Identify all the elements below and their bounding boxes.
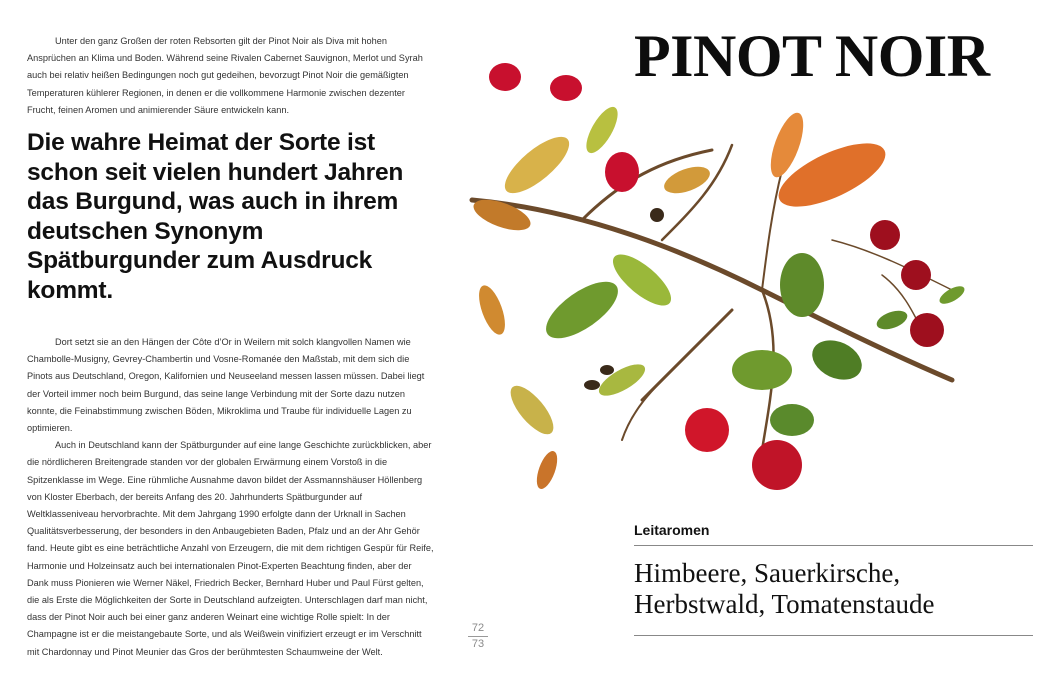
leaf-icon [533, 448, 562, 491]
cherry-icon [901, 260, 931, 290]
leaf-icon [874, 307, 910, 333]
cherry-icon [910, 313, 944, 347]
leaf-icon [474, 282, 511, 338]
seed-pod-icon [600, 365, 614, 375]
leaf-icon [580, 102, 623, 157]
tomato-icon [685, 408, 729, 452]
aroma-rule-bottom [634, 635, 1033, 636]
page-numbers [466, 621, 490, 652]
leaf-icon [937, 283, 967, 307]
body-paragraph-2: Auch in Deutschland kann der Spätburgunder auf eine lange Geschichte zurückblicken, aber die nördlicheren Breitengrade standen vor der globalen Erwärmung einem Vorstoß in die Spitzenklasse im Wege. Eine rühmliche Ausnahme davon bildet der Assmannshäuser Höllenberg von Kloster Eberbach, der bereits Anfang des 20. Jahrhunderts Spätburgunder auf Weltklasseniveau hervorbrachte. Mit dem Jahrgang 1990 erfolgte dann der Urknall in Sachen Qualitätsverbesserung, der besonders in den Anbaugebieten Baden, Pfalz und an der Ahr Gehör fand. Heute gibt es eine beträchtliche Anzahl von Erzeugern, die mit dem richtigen Gespür für Reife, Harmonie und Holzeinsatz auch bei internationalen Pinot-Experten Beachtung finden, aber der Dank muss Pionieren wie Werner Näkel, Friedrich Becker, Bernhard Huber und Paul Fürst gelten, die als Erste die Möglichkeiten der Sorte in Deutschland aufzeigten. Unterschlagen darf man nicht, dass der Pinot Noir auch bei einer ganz anderen Weinart eine wichtige Rolle spielt: In der Champagne ist er die meistangebaute Sorte, und als Weißwein vinifiziert erzeugt er im Verschnitt mit Chardonnay und Pinot Meunier das Gros der berühmtesten Schaumweine der Welt. [27, 440, 434, 657]
leaf-icon [497, 128, 578, 202]
aroma-heading: Leitaromen [634, 522, 710, 538]
cherry-icon [870, 220, 900, 250]
raspberry-icon [605, 152, 639, 192]
leaf-icon [806, 333, 868, 388]
leaf-icon [732, 350, 792, 390]
leaf-icon [594, 358, 649, 401]
body-paragraph-1: Dort setzt sie an den Hängen der Côte d’Or in Weilern mit solch klangvollen Namen wie Chambolle-Musigny, Gevrey-Chambertin und Vosne-Romanée den Maßstab, mit dem sich die Pinots aus Deutschland, Oregon, Kalifornien und Neuseeland messen lassen müssen. Dabei liegt der Vorteil immer noch beim Burgund, das seine lange Verbindung mit der Sorte dazu nutzen konnte, die Feinabstimmung zwischen Böden, Mikroklima und Traube für individuelle Lagen zu optimieren. [27, 337, 425, 434]
aroma-list [634, 558, 1044, 620]
leaf-icon [780, 253, 824, 317]
branch-illustration [432, 50, 992, 510]
intro-paragraph: Unter den ganz Großen der roten Rebsorten gilt der Pinot Noir als Diva mit hohen Ansprüchen an Klima und Boden. Während seine Rivalen Cabernet Sauvignon, Merlot und Syrah auch bei relativ heißen Bedingungen noch gut gedeihen, bevorzugt Pinot Noir die gemäßigten Temperaturen kühlerer Regionen, in denen er die vollkommene Harmonie zwischen dezenter Frucht, feinen Aromen und animierender Säure entwickeln kann. [27, 36, 423, 115]
raspberry-icon [550, 75, 582, 101]
pull-quote: Die wahre Heimat der Sorte ist schon seit vielen hundert Jahren das Burgund, was auch in ihrem deutschen Synonym Spätburgunder zum Ausdruck kommt. [27, 129, 404, 304]
aroma-line-2: Herbstwald, Tomatenstaude [634, 589, 935, 619]
page-number-left: 72 [471, 622, 485, 634]
page-title: PINOT NOIR [634, 23, 990, 89]
leaf-icon [504, 379, 561, 440]
body-text [27, 334, 435, 661]
leaf-icon [537, 271, 626, 349]
aroma-line-1: Himbeere, Sauerkirsche, [634, 558, 901, 588]
page-number-right: 73 [471, 638, 485, 650]
seed-pod-icon [584, 380, 600, 390]
leaf-icon [605, 246, 678, 314]
branch-right-up [762, 170, 782, 290]
tomato-icon [752, 440, 802, 490]
leaf-icon [770, 404, 814, 436]
branches [472, 145, 952, 450]
raspberry-icon [489, 63, 521, 91]
aroma-rule-top [634, 545, 1033, 546]
seed-pod-icon [650, 208, 664, 222]
